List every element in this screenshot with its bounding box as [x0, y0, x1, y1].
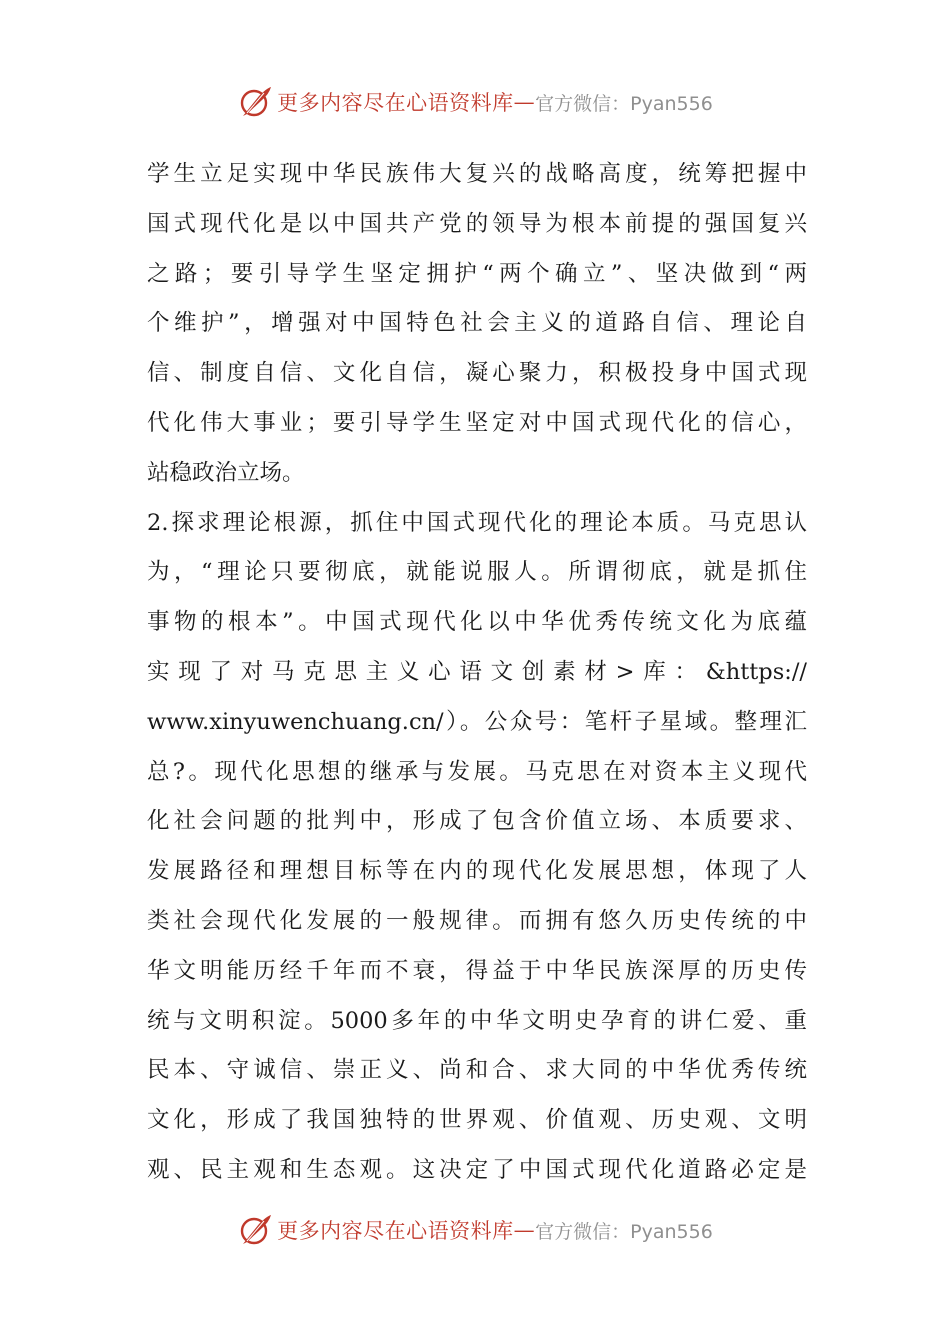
body-line: 实现了对马克思主义心语文创素材>库：&https://: [147, 658, 807, 685]
body-line: 为，“理论只要彻底，就能说服人。所谓彻底，就是抓住: [147, 559, 807, 586]
body-line: 观、民主观和生态观。这决定了中国式现代化道路必定是: [147, 1156, 807, 1183]
footer-dash: —: [513, 1218, 536, 1242]
body-line: 化社会问题的批判中，形成了包含价值立场、本质要求、: [147, 808, 807, 835]
body-line: 发展路径和理想目标等在内的现代化发展思想，体现了人: [147, 858, 807, 885]
body-line: 华文明能历经千年而不衰，得益于中华民族深厚的历史传: [147, 957, 807, 984]
body-line: 站稳政治立场。: [147, 459, 305, 486]
quill-circle-logo-icon: [237, 1212, 273, 1248]
quill-circle-logo-icon: [237, 84, 273, 120]
body-line: 之路；要引导学生坚定拥护“两个确立”、坚决做到“两: [147, 260, 807, 287]
body-line: 信、制度自信、文化自信，凝心聚力，积极投身中国式现: [147, 360, 807, 387]
header-contact-text: 官方微信：Pyan556: [535, 92, 713, 115]
body-line: 事物的根本”。中国式现代化以中华优秀传统文化为底蕴: [147, 609, 807, 636]
body-line: 总?。现代化思想的继承与发展。马克思在对资本主义现代: [147, 758, 807, 785]
body-line: 代化伟大事业；要引导学生坚定对中国式现代化的信心，: [147, 409, 807, 436]
body-line: 民本、守诚信、崇正义、尚和合、求大同的中华优秀传统: [147, 1057, 807, 1084]
body-line: 文化，形成了我国独特的世界观、价值观、历史观、文明: [147, 1107, 807, 1134]
footer-banner: [0, 1208, 950, 1252]
header-dash: —: [513, 90, 536, 114]
body-line: 个维护”，增强对中国特色社会主义的道路自信、理论自: [147, 310, 807, 337]
body-line: 2.探求理论根源，抓住中国式现代化的理论本质。马克思认: [147, 509, 807, 536]
footer-brand-text: 更多内容尽在心语资料库: [277, 1219, 514, 1243]
body-line: 类社会现代化发展的一般规律。而拥有悠久历史传统的中: [147, 907, 807, 934]
body-line: www.xinyuwenchuang.cn/）。公众号：笔杆子星域。整理汇: [147, 708, 807, 735]
body-line: 统与文明积淀。5000多年的中华文明史孕育的讲仁爱、重: [147, 1007, 807, 1034]
body-line: 学生立足实现中华民族伟大复兴的战略高度，统筹把握中: [147, 161, 807, 187]
header-banner: [0, 80, 950, 124]
document-body: [147, 150, 807, 1196]
body-line: 国式现代化是以中国共产党的领导为根本前提的强国复兴: [147, 210, 807, 237]
header-brand-text: 更多内容尽在心语资料库: [277, 91, 514, 115]
footer-contact-text: 官方微信：Pyan556: [535, 1220, 713, 1243]
